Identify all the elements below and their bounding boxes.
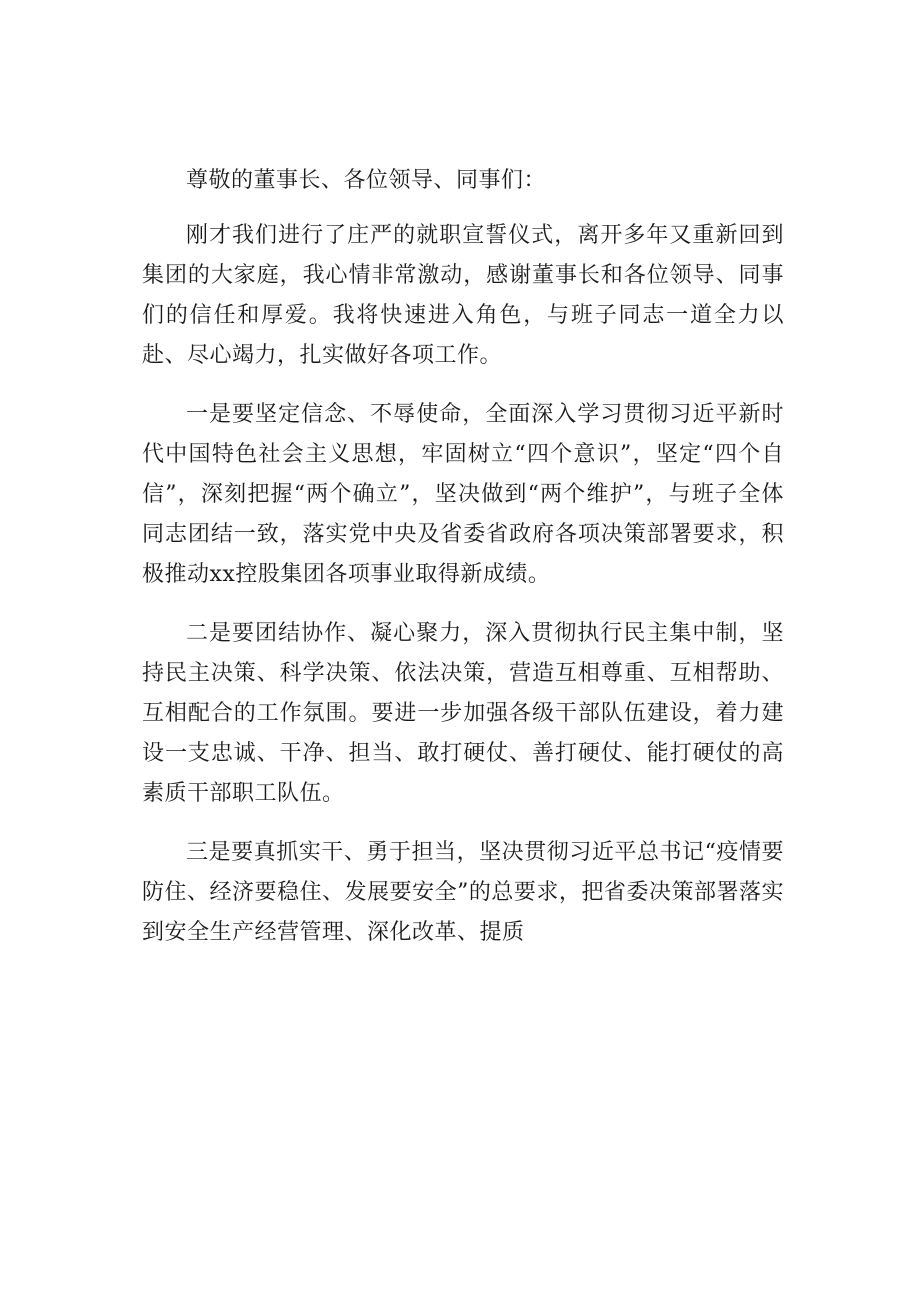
salutation: 尊敬的董事长、各位领导、同事们： <box>186 168 547 193</box>
paragraph-intro: 刚才我们进行了庄严的就职宣誓仪式，离开多年又重新回到集团的大家庭，我心情非常激动，感谢董事长和各位领导、同事们的信任和厚爱。我将快速进入角色，与班子同志一道全力以赴、尽心竭力，扎实做好各项工作。 <box>142 223 784 368</box>
paragraph-point-one: 一是要坚定信念、不辱使命，全面深入学习贯彻习近平新时代中国特色社会主义思想，牢固树立“四个意识”，坚定“四个自信”，深刻把握“两个确立”，坚决做到“两个维护”，与班子全体同志团结一致，落实党中央及省委省政府各项决策部署要求，积极推动xx控股集团各项事业取得新成绩。 <box>142 402 784 587</box>
paragraph-point-two: 二是要团结协作、凝心聚力，深入贯彻执行民主集中制，坚持民主决策、科学决策、依法决策，营造互相尊重、互相帮助、互相配合的工作氛围。要进一步加强各级干部队伍建设，着力建设一支忠诚、干净、担当、敢打硬仗、善打硬仗、能打硬仗的高素质干部职工队伍。 <box>142 621 784 806</box>
paragraph-point-three: 三是要真抓实干、勇于担当，坚决贯彻习近平总书记“疫情要防住、经济要稳住、发展要安全”的总要求，把省委决策部署落实到安全生产经营管理、深化改革、提质 <box>142 840 784 945</box>
document-body <box>142 161 784 972</box>
